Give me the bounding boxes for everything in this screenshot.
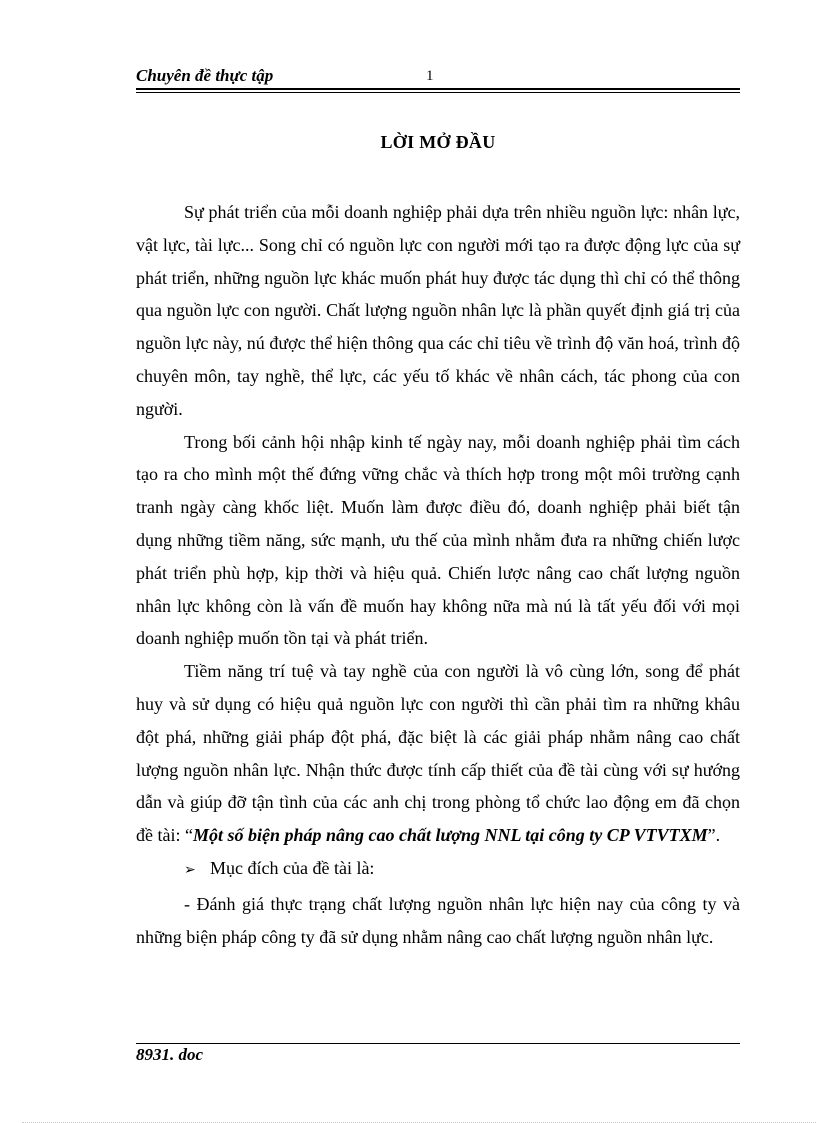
purpose-item: - Đánh giá thực trạng chất lượng nguồn nhân lực hiện nay của công ty và những biện pháp công ty đã sử dụng nhằm nâng cao chất lượng nguồn nhân lực. bbox=[136, 893, 740, 947]
footer-rule bbox=[136, 1043, 740, 1044]
page-header bbox=[136, 66, 740, 88]
header-rule-thin bbox=[136, 92, 740, 93]
arrow-bullet-icon: ➢ bbox=[184, 862, 196, 878]
paragraph-3-closing: ”. bbox=[707, 825, 721, 846]
footer-filename: 8931. doc bbox=[136, 1045, 204, 1064]
paragraph-2: Trong bối cảnh hội nhập kinh tế ngày nay, mỗi doanh nghiệp phải tìm cách tạo ra cho mình một thế đứng vững chắc và thích hợp trong một môi trường cạnh tranh ngày càng khốc liệt. Muốn làm được điều đó, doanh nghiệp phải biết tận dụng những tiềm năng, sức mạnh, ưu thế của mình nhằm đưa ra những chiến lược phát triển phù hợp, kịp thời và hiệu quả. Chiến lược nâng cao chất lượng nguồn nhân lực không còn là vấn đề muốn hay không nữa mà nú là tất yếu đối với mọi doanh nghiệp muốn tồn tại và phát triển. bbox=[136, 431, 740, 649]
header-title: Chuyên đề thực tập bbox=[136, 66, 274, 85]
header-rule-thick bbox=[136, 88, 740, 90]
document-body bbox=[136, 196, 740, 953]
paragraph-1: Sự phát triển của mỗi doanh nghiệp phải dựa trên nhiều nguồn lực: nhân lực, vật lực, tài lực... Song chỉ có nguồn lực con người mới tạo ra được động lực của sự phát triển, những nguồn lực khác muốn phát huy được tác dụng thì chỉ có thể thông qua nguồn lực con người. Chất lượng nguồn nhân lực là phần quyết định giá trị của nguồn lực này, nú được thể hiện thông qua các chỉ tiêu về trình độ văn hoá, trình độ chuyên môn, tay nghề, thể lực, các yếu tố khác về nhân cách, tác phong của con người. bbox=[136, 202, 740, 419]
paragraph-3-text: Tiềm năng trí tuệ và tay nghề của con người là vô cùng lớn, song để phát huy và sử dụng có hiệu quả nguồn lực con người thì cần phải tìm ra những khâu đột phá, những giải pháp đột phá, đặc biệt là các giải pháp nhằm nâng cao chất lượng nguồn nhân lực. Nhận thức được tính cấp thiết của đề tài cùng với sự hướng dẫn và giúp đỡ tận tình của các anh chị trong phòng tổ chức lao động em đã chọn đề tài: “ bbox=[136, 661, 740, 846]
document-title: LỜI MỞ ĐẦU bbox=[380, 132, 496, 152]
thesis-topic: Một số biện pháp nâng cao chất lượng NNL tại công ty CP VTVTXM bbox=[192, 825, 708, 846]
paragraph-3 bbox=[136, 655, 740, 852]
purpose-heading bbox=[136, 852, 740, 888]
page-number: 1 bbox=[426, 68, 434, 84]
purpose-heading-text: Mục đích của đề tài là: bbox=[210, 857, 375, 878]
